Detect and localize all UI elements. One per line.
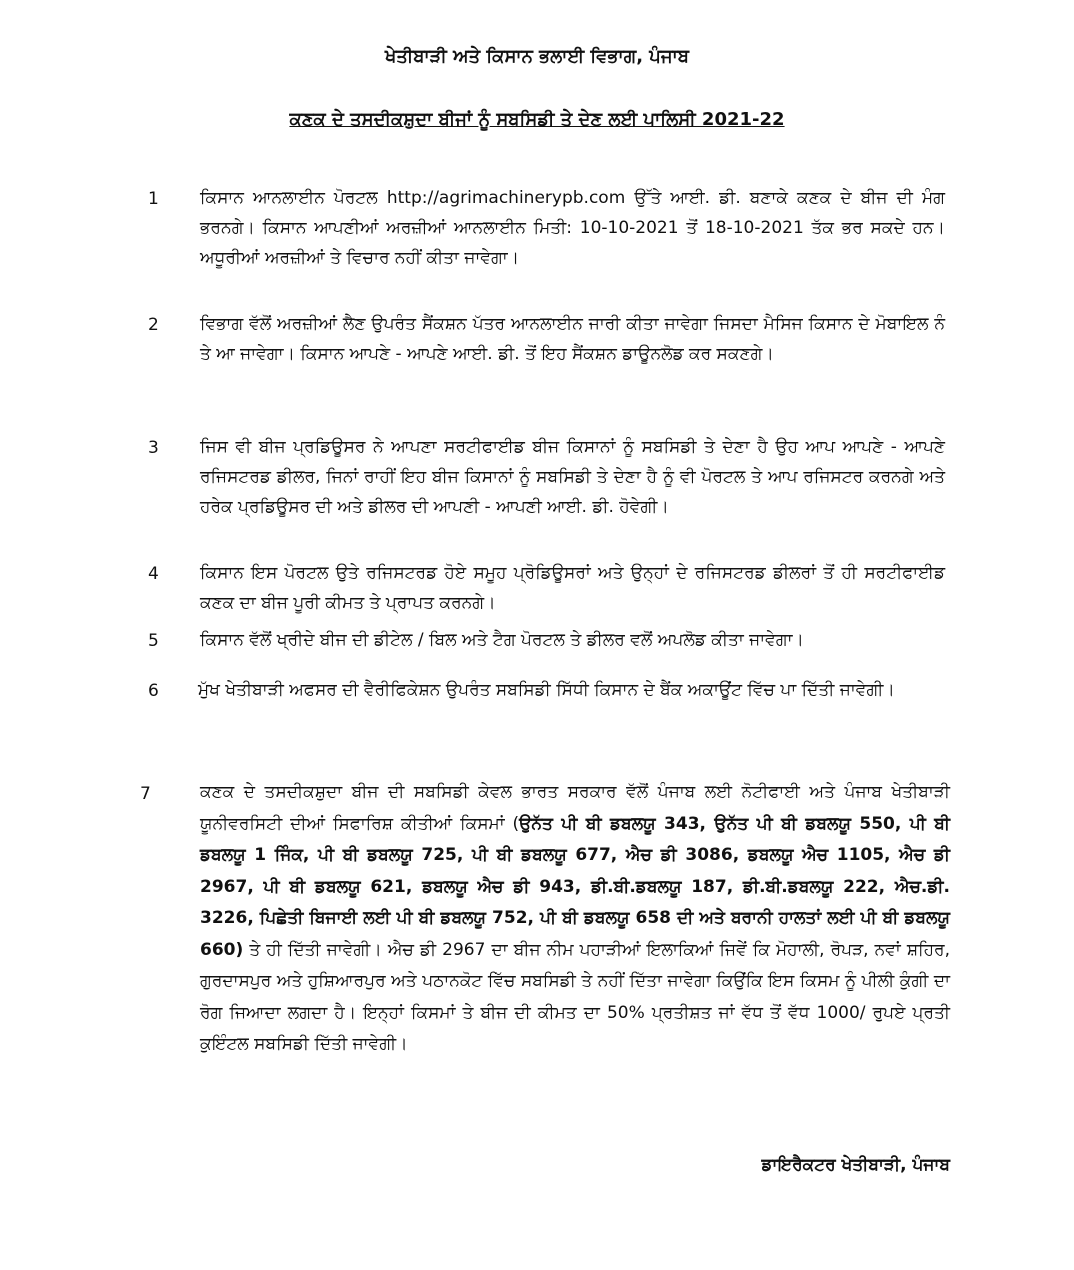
item-7-intro: ਕਣਕ ਦੇ ਤਸਦੀਕਸ਼ੁਦਾ ਬੀਜ ਦੀ ਸਬਸਿਡੀ ਕੇਵਲ ਭਾਰਤ ਸਰਕਾਰ ਵੱਲੋਂ ਪੰਜਾਬ ਲਈ ਨੋਟੀਫਾਈ ਅਤੇ ਪੰਜਾਬ ਖੇਤੀਬਾੜੀ ਯੂਨੀਵਰਸਿਟੀ ਦੀਆਂ ਸਿਫਾਰਿਸ਼ ਕੀਤੀਆਂ ਕਿਸਮਾਂ ( xyxy=(200,782,950,834)
department-heading: ਖੇਤੀਬਾੜੀ ਅਤੇ ਕਿਸਾਨ ਭਲਾਈ ਵਿਭਾਗ, ਪੰਜਾਬ xyxy=(384,46,690,67)
item-number-2: 2 xyxy=(148,315,159,335)
item-text-2: ਵਿਭਾਗ ਵੱਲੋਂ ਅਰਜ਼ੀਆਂ ਲੈਣ ਉਪਰੰਤ ਸੈਂਕਸ਼ਨ ਪੱਤਰ ਆਨਲਾਈਨ ਜਾਰੀ ਕੀਤਾ ਜਾਵੇਗਾ ਜਿਸਦਾ ਮੈਸਿਜ ਕਿਸਾਨ ਦੇ ਮੋਬਾਇਲ ਨੰ ਤੇ ਆ ਜਾਵੇਗਾ। ਕਿਸਾਨ ਆਪਣੇ - ਆਪਣੇ ਆਈ. ਡੀ. ਤੋਂ ਇਹ ਸੈਂਕਸ਼ਨ ਡਾਊਨਲੋਡ ਕਰ ਸਕਣਗੇ। xyxy=(200,314,945,364)
item-text-7 xyxy=(200,777,950,1061)
item-text-3: ਜਿਸ ਵੀ ਬੀਜ ਪ੍ਰਡਿਊਸਰ ਨੇ ਆਪਣਾ ਸਰਟੀਫਾਈਡ ਬੀਜ ਕਿਸਾਨਾਂ ਨੂੰ ਸਬਸਿਡੀ ਤੇ ਦੇਣਾ ਹੈ ਉਹ ਆਪ ਆਪਣੇ - ਆਪਣੇ ਰਜਿਸਟਰਡ ਡੀਲਰ, ਜਿਨਾਂ ਰਾਹੀਂ ਇਹ ਬੀਜ ਕਿਸਾਨਾਂ ਨੂੰ ਸਬਸਿਡੀ ਤੇ ਦੇਣਾ ਹੈ ਨੂੰ ਵੀ ਪੋਰਟਲ ਤੇ ਆਪ ਰਜਿਸਟਰ ਕਰਨਗੇ ਅਤੇ ਹਰੇਕ ਪ੍ਰਡਿਊਸਰ ਦੀ ਅਤੇ ਡੀਲਰ ਦੀ ਆਪਣੀ - ਆਪਣੀ ਆਈ. ਡੀ. ਹੋਵੇਗੀ। xyxy=(200,437,945,517)
item-number-1: 1 xyxy=(148,189,159,209)
item-number-4: 4 xyxy=(148,564,159,584)
item-7-rest: ਤੇ ਹੀ ਦਿੱਤੀ ਜਾਵੇਗੀ। ਐਚ ਡੀ 2967 ਦਾ ਬੀਜ ਨੀਮ ਪਹਾੜੀਆਂ ਇਲਾਕਿਆਂ ਜਿਵੇਂ ਕਿ ਮੋਹਾਲੀ, ਰੋਪੜ, ਨਵਾਂ ਸ਼ਹਿਰ, ਗੁਰਦਾਸਪੁਰ ਅਤੇ ਹੁਸ਼ਿਆਰਪੁਰ ਅਤੇ ਪਠਾਨਕੋਟ ਵਿੱਚ ਸਬਸਿਡੀ ਤੇ ਨਹੀਂ ਦਿੱਤਾ ਜਾਵੇਗਾ ਕਿਉਂਕਿ ਇਸ ਕਿਸਮ ਨੂੰ ਪੀਲੀ ਕੁੰਗੀ ਦਾ ਰੋਗ ਜਿਆਦਾ ਲਗਦਾ ਹੈ। ਇਨ੍ਹਾਂ ਕਿਸਮਾਂ ਤੇ ਬੀਜ ਦੀ ਕੀਮਤ ਦਾ 50% ਪ੍ਰਤੀਸ਼ਤ ਜਾਂ ਵੱਧ ਤੋਂ ਵੱਧ 1000/ ਰੁਪਏ ਪ੍ਰਤੀ ਕੁਇੰਟਲ ਸਬਸਿਡੀ ਦਿੱਤੀ ਜਾਵੇਗੀ। xyxy=(200,939,950,1054)
item-number-6: 6 xyxy=(148,681,159,701)
item-number-3: 3 xyxy=(148,438,159,458)
policy-title: ਕਣਕ ਦੇ ਤਸਦੀਕਸ਼ੁਦਾ ਬੀਜਾਂ ਨੂੰ ਸਬਸਿਡੀ ਤੇ ਦੇਣ ਲਈ ਪਾਲਿਸੀ 2021-22 xyxy=(289,109,785,130)
item-text-1: ਕਿਸਾਨ ਆਨਲਾਈਨ ਪੋਰਟਲ http://agrimachinerypb.com ਉੱਤੇ ਆਈ. ਡੀ. ਬਣਾਕੇ ਕਣਕ ਦੇ ਬੀਜ ਦੀ ਮੰਗ ਭਰਨਗੇ। ਕਿਸਾਨ ਆਪਣੀਆਂ ਅਰਜ਼ੀਆਂ ਆਨਲਾਈਨ ਮਿਤੀ: 10-10-2021 ਤੋਂ 18-10-2021 ਤੱਕ ਭਰ ਸਕਦੇ ਹਨ। ਅਧੂਰੀਆਂ ਅਰਜ਼ੀਆਂ ਤੇ ਵਿਚਾਰ ਨਹੀਂ ਕੀਤਾ ਜਾਵੇਗਾ। xyxy=(200,188,945,268)
signature-director: ਡਾਇਰੈਕਟਰ ਖੇਤੀਬਾੜੀ, ਪੰਜਾਬ xyxy=(761,1155,950,1175)
item-text-4: ਕਿਸਾਨ ਇਸ ਪੋਰਟਲ ਉਤੇ ਰਜਿਸਟਰਡ ਹੋਏ ਸਮੂਹ ਪ੍ਰੋਡਿਊਸਰਾਂ ਅਤੇ ਉਨ੍ਹਾਂ ਦੇ ਰਜਿਸਟਰਡ ਡੀਲਰਾਂ ਤੋਂ ਹੀ ਸਰਟੀਫਾਈਡ ਕਣਕ ਦਾ ਬੀਜ ਪੂਰੀ ਕੀਮਤ ਤੇ ਪ੍ਰਾਪਤ ਕਰਨਗੇ। xyxy=(200,563,945,613)
item-number-5: 5 xyxy=(148,631,159,651)
item-7-varieties: ਉਨੱਤ ਪੀ ਬੀ ਡਬਲਯੂ 343, ਉਨੱਤ ਪੀ ਬੀ ਡਬਲਯੂ 550, ਪੀ ਬੀ ਡਬਲਯੂ 1 ਜਿੰਕ, ਪੀ ਬੀ ਡਬਲਯੂ 725, ਪੀ ਬੀ ਡਬਲਯੂ 677, ਐਚ ਡੀ 3086, ਡਬਲਯੂ ਐਚ 1105, ਐਚ ਡੀ 2967, ਪੀ ਬੀ ਡਬਲਯੂ 621, ਡਬਲਯੂ ਐਚ ਡੀ 943, ਡੀ.ਬੀ.ਡਬਲਯੂ 187, ਡੀ.ਬੀ.ਡਬਲਯੂ 222, ਐਚ.ਡੀ. 3226, ਪਿਛੇਤੀ ਬਿਜਾਈ ਲਈ ਪੀ ਬੀ ਡਬਲਯੂ 752, ਪੀ ਬੀ ਡਬਲਯੂ 658 ਦੀ ਅਤੇ ਬਰਾਨੀ ਹਾਲਤਾਂ ਲਈ ਪੀ ਬੀ ਡਬਲਯੂ 660) xyxy=(200,813,950,960)
item-number-7: 7 xyxy=(140,784,151,804)
item-text-5: ਕਿਸਾਨ ਵੱਲੋਂ ਖ੍ਰੀਦੇ ਬੀਜ ਦੀ ਡੀਟੇਲ / ਬਿਲ ਅਤੇ ਟੈਗ ਪੋਰਟਲ ਤੇ ਡੀਲਰ ਵਲੋਂ ਅਪਲੋਡ ਕੀਤਾ ਜਾਵੇਗਾ। xyxy=(200,630,804,650)
item-text-6: ਮੁੱਖ ਖੇਤੀਬਾੜੀ ਅਫਸਰ ਦੀ ਵੈਰੀਫਿਕੇਸ਼ਨ ਉਪਰੰਤ ਸਬਸਿਡੀ ਸਿੱਧੀ ਕਿਸਾਨ ਦੇ ਬੈਂਕ ਅਕਾਊਂਟ ਵਿੱਚ ਪਾ ਦਿੱਤੀ ਜਾਵੇਗੀ। xyxy=(198,680,895,700)
